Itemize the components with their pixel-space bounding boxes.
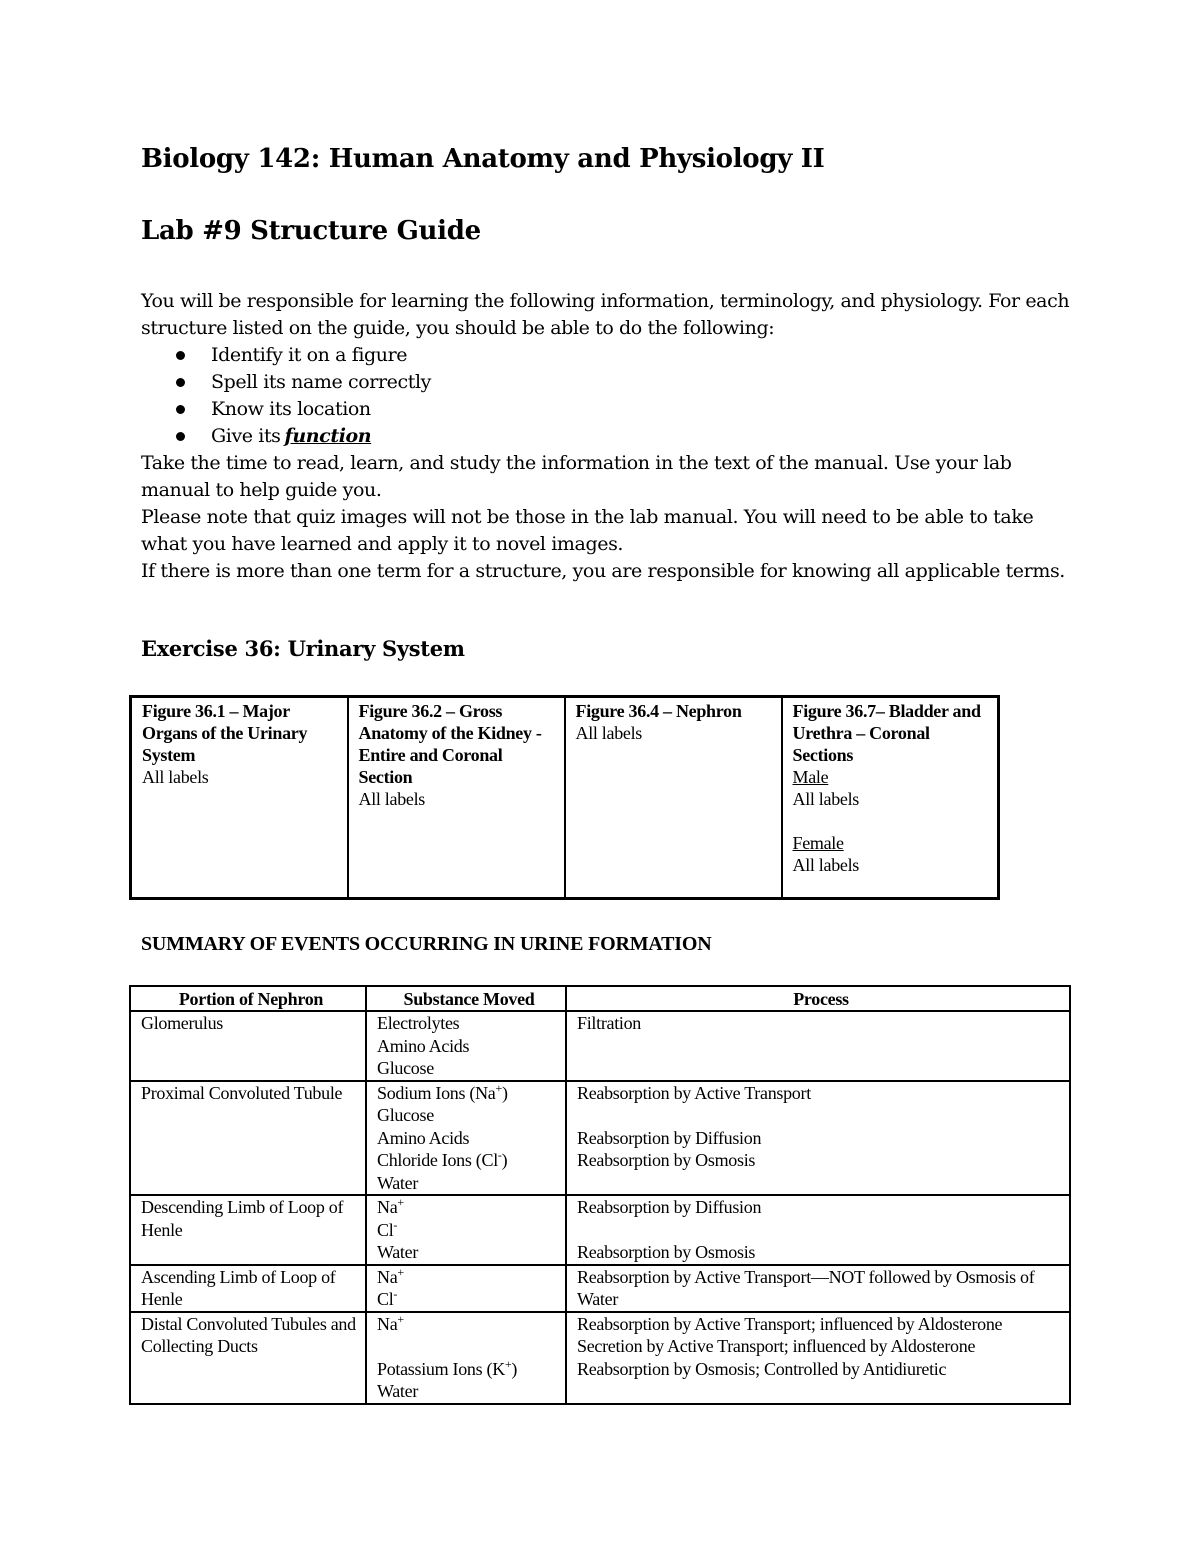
list-item: [211, 423, 1081, 450]
table-header-row: [130, 986, 1070, 1011]
substance-cell: Sodium Ions (Na+) Glucose Amino Acids Chloride Ions (Cl-) Water: [366, 1081, 566, 1196]
process-cell: Reabsorption by Active Transport Reabsorption by Diffusion Reabsorption by Osmosis: [566, 1081, 1070, 1196]
table-row: [130, 1081, 1070, 1196]
figures-table: [129, 695, 1000, 900]
process-cell: Reabsorption by Active Transport; influenced by Aldosterone Secretion by Active Transport; influenced by Aldosterone Reabsorption by Osmosis; Controlled by Antidiuretic: [566, 1312, 1070, 1404]
figure-labels: All labels: [358, 789, 425, 809]
requirements-list: [141, 342, 1081, 450]
lab-title: Lab #9 Structure Guide: [141, 216, 481, 246]
substance-cell: Na+ Cl- Water: [366, 1195, 566, 1265]
bullet-text: Know its location: [211, 398, 371, 420]
process-cell: Filtration: [566, 1011, 1070, 1081]
figure-labels: All labels: [575, 723, 642, 743]
intro-paragraph-1: You will be responsible for learning the following information, terminology, and physiology. For each structure listed on the guide, you should be able to do the following:: [141, 290, 1070, 339]
list-item: [211, 396, 1081, 423]
summary-title: SUMMARY OF EVENTS OCCURRING IN URINE FORMATION: [141, 933, 712, 955]
column-header: Portion of Nephron: [130, 986, 366, 1011]
figure-cell: [348, 697, 565, 899]
portion-cell: Proximal Convoluted Tubule: [130, 1081, 366, 1196]
figure-title: Figure 36.1 – Major Organs of the Urinary System: [142, 701, 308, 765]
intro-paragraph-3: Please note that quiz images will not be those in the lab manual. You will need to be able to take what you have learned and apply it to novel images.: [141, 506, 1034, 555]
table-row: [131, 697, 999, 899]
list-item: [211, 342, 1081, 369]
function-emphasis: function: [284, 425, 372, 447]
male-heading: Male: [792, 767, 829, 787]
bullet-text: Give its: [211, 425, 281, 447]
figure-cell: [131, 697, 348, 899]
substance-cell: Na+ Potassium Ions (K+) Water: [366, 1312, 566, 1404]
intro-section: [141, 288, 1081, 585]
portion-cell: Glomerulus: [130, 1011, 366, 1081]
column-header: Process: [566, 986, 1070, 1011]
figure-labels: All labels: [142, 767, 209, 787]
table-row: [130, 1312, 1070, 1404]
figure-labels: All labels: [792, 855, 859, 875]
substance-cell: Electrolytes Amino Acids Glucose: [366, 1011, 566, 1081]
portion-cell: Ascending Limb of Loop of Henle: [130, 1265, 366, 1312]
process-cell: Reabsorption by Active Transport—NOT followed by Osmosis of Water: [566, 1265, 1070, 1312]
portion-cell: Descending Limb of Loop of Henle: [130, 1195, 366, 1265]
female-heading: Female: [792, 833, 844, 853]
document-title: Biology 142: Human Anatomy and Physiology II: [141, 144, 825, 174]
table-row: [130, 1265, 1070, 1312]
summary-table: [129, 985, 1071, 1405]
table-row: [130, 1195, 1070, 1265]
column-header: Substance Moved: [366, 986, 566, 1011]
figure-title: Figure 36.4 – Nephron: [575, 701, 742, 721]
intro-paragraph-2: Take the time to read, learn, and study the information in the text of the manual. Use your lab manual to help guide you.: [141, 452, 1012, 501]
figure-labels: All labels: [792, 789, 859, 809]
intro-paragraph-4: If there is more than one term for a structure, you are responsible for knowing all applicable terms.: [141, 560, 1065, 582]
exercise-title: Exercise 36: Urinary System: [141, 636, 465, 661]
process-cell: Reabsorption by Diffusion Reabsorption by Osmosis: [566, 1195, 1070, 1265]
bullet-text: Identify it on a figure: [211, 344, 408, 366]
substance-cell: Na+ Cl-: [366, 1265, 566, 1312]
list-item: [211, 369, 1081, 396]
figure-title: Figure 36.7– Bladder and Urethra – Coronal Sections: [792, 701, 981, 765]
figure-cell: [782, 697, 999, 899]
table-row: [130, 1011, 1070, 1081]
figure-cell: [565, 697, 782, 899]
bullet-text: Spell its name correctly: [211, 371, 431, 393]
figure-title: Figure 36.2 – Gross Anatomy of the Kidney - Entire and Coronal Section: [358, 701, 542, 787]
portion-cell: Distal Convoluted Tubules and Collecting Ducts: [130, 1312, 366, 1404]
